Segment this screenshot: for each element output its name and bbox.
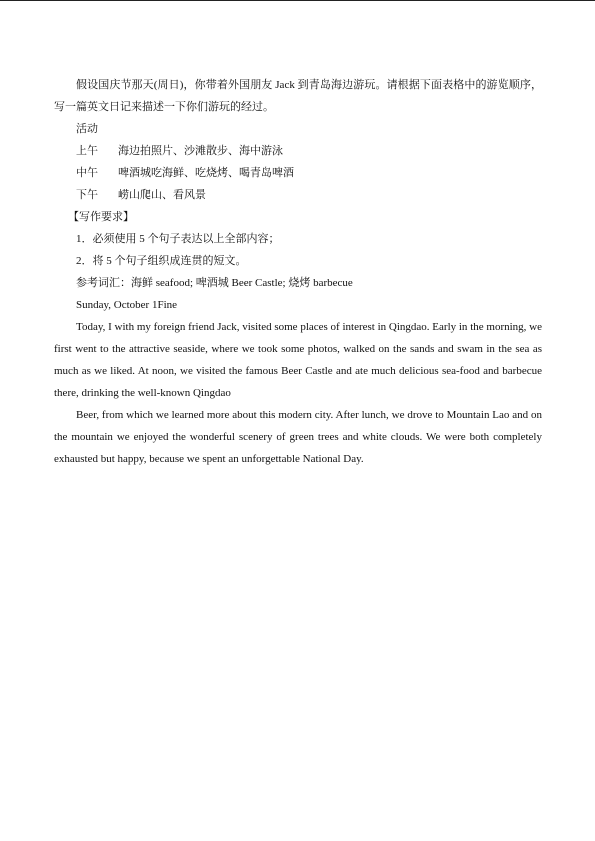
schedule-time: 中午 [76, 167, 98, 179]
requirement-item: 2．将 5 个句子组织成连贯的短文。 [76, 255, 247, 267]
task-prompt: 假设国庆节那天(周日)，你带着外国朋友 Jack 到青岛海边游玩。请根据下面表格中的游览顺序，写一篇英文日记来描述一下你们游玩的经过。 [54, 79, 542, 113]
schedule-activity: 啤酒城吃海鲜、吃烧烤、喝青岛啤酒 [118, 167, 294, 179]
essay-date-line: Sunday, October 1Fine [76, 299, 178, 311]
essay-paragraph: Beer, from which we learned more about this modern city. After lunch, we drove to Mountain Lao and on the mountain we enjoyed the wonderful scenery of green trees and white clouds. We were both completely exhausted but happy, because we spent an unforgettable National Day. [54, 409, 542, 465]
schedule-row-afternoon [54, 184, 542, 206]
schedule-row-noon [54, 162, 542, 184]
schedule-activity: 崂山爬山、看风景 [118, 189, 206, 201]
requirements-title: 【写作要求】 [68, 211, 134, 223]
requirement-item: 1．必须使用 5 个句子表达以上全部内容； [76, 233, 280, 245]
schedule-activity: 海边拍照片、沙滩散步、海中游泳 [118, 145, 283, 157]
schedule-time: 上午 [76, 145, 98, 157]
schedule-time: 下午 [76, 189, 98, 201]
schedule-row-morning [54, 140, 542, 162]
vocabulary-hint: 参考词汇：海鲜 seafood; 啤酒城 Beer Castle; 烧烤 barbecue [76, 277, 353, 289]
table-header: 活动 [76, 123, 98, 135]
document-body [54, 74, 542, 470]
top-rule [0, 0, 595, 1]
essay-paragraph: Today, I with my foreign friend Jack, visited some places of interest in Qingdao. Early in the morning, we first went to the attractive seaside, where we took some photos, walked on the sands and swam in the sea as much as we liked. At noon, we visited the famous Beer Castle and ate much delicious sea-food and barbecue there, drinking the well-known Qingdao [54, 321, 542, 399]
